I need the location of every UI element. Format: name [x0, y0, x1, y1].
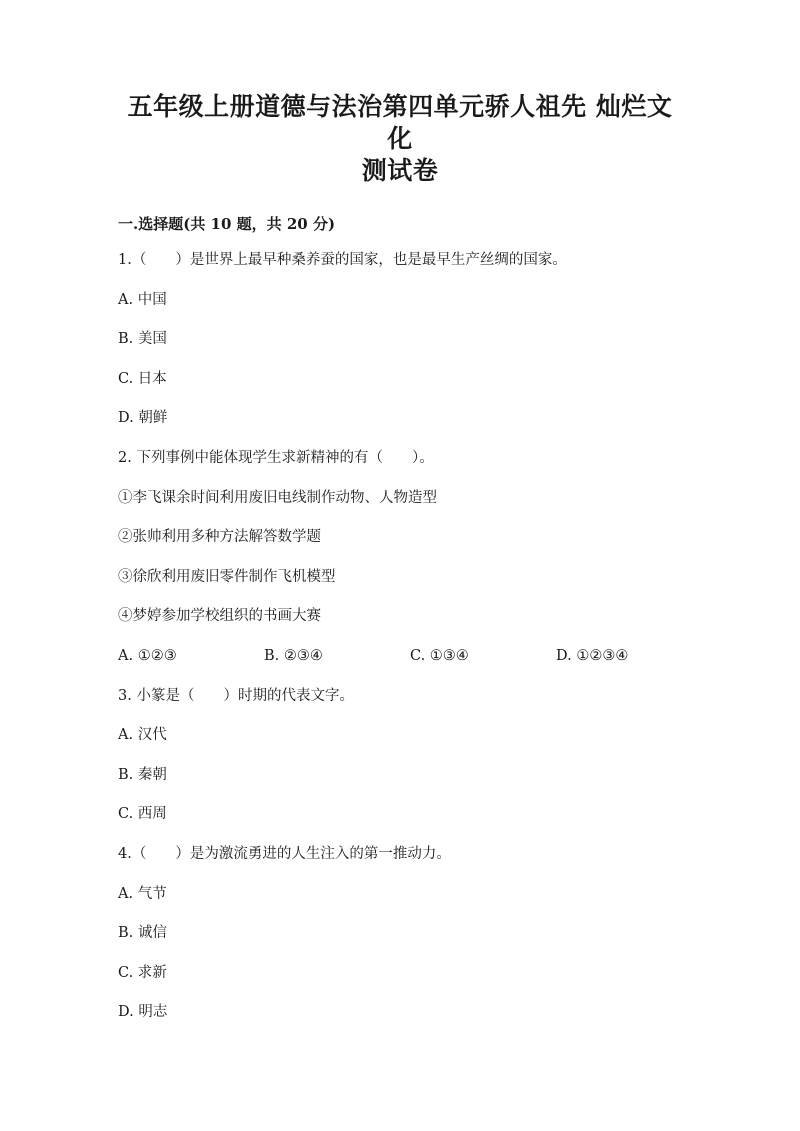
question-2-statement-4: ④梦婷参加学校组织的书画大赛 [118, 608, 321, 625]
question-1-option-d: D. 朝鲜 [118, 410, 168, 427]
question-2-option-c: C. ①③④ [410, 647, 469, 664]
question-4-option-d: D. 明志 [118, 1004, 168, 1021]
question-1-stem: 1.（ ）是世界上最早种桑养蚕的国家，也是最早生产丝绸的国家。 [118, 252, 567, 268]
question-2-option-a: A. ①②③ [118, 647, 177, 664]
question-list [118, 249, 682, 1023]
question-3-stem: 3. 小篆是（ ）时期的代表文字。 [118, 687, 354, 704]
question-2-option-b: B. ②③④ [264, 647, 323, 664]
question-2-options [118, 645, 682, 667]
question-2-option-d: D. ①②③④ [556, 647, 629, 664]
question-3-option-b: B. 秦朝 [118, 766, 167, 783]
question-4-option-a: A. 气节 [118, 885, 167, 902]
question-4-option-c: C. 求新 [118, 964, 167, 981]
question-2-statement-3: ③徐欣利用废旧零件制作飞机模型 [118, 568, 336, 585]
title-line-2: 测试卷 [361, 156, 439, 185]
title-line-1: 五年级上册道德与法治第四单元骄人祖先 灿烂文化 [127, 92, 673, 153]
question-2-statement-1: ①李飞课余时间利用废旧电线制作动物、人物造型 [118, 489, 437, 506]
question-1-option-b: B. 美国 [118, 331, 167, 348]
question-3-option-c: C. 西周 [118, 806, 167, 823]
page-title [118, 0, 682, 187]
question-3-option-a: A. 汉代 [118, 727, 167, 744]
question-1-option-a: A. 中国 [118, 291, 167, 308]
question-2-statement-2: ②张帅利用多种方法解答数学题 [118, 529, 321, 546]
question-1-option-c: C. 日本 [118, 370, 167, 387]
question-4-option-b: B. 诚信 [118, 925, 167, 942]
section-heading: 一.选择题(共 10 题，共 20 分) [118, 215, 336, 233]
question-4-stem: 4.（ ）是为激流勇进的人生注入的第一推动力。 [118, 845, 451, 862]
question-2-stem: 2. 下列事例中能体现学生求新精神的有（ ）。 [118, 449, 434, 466]
